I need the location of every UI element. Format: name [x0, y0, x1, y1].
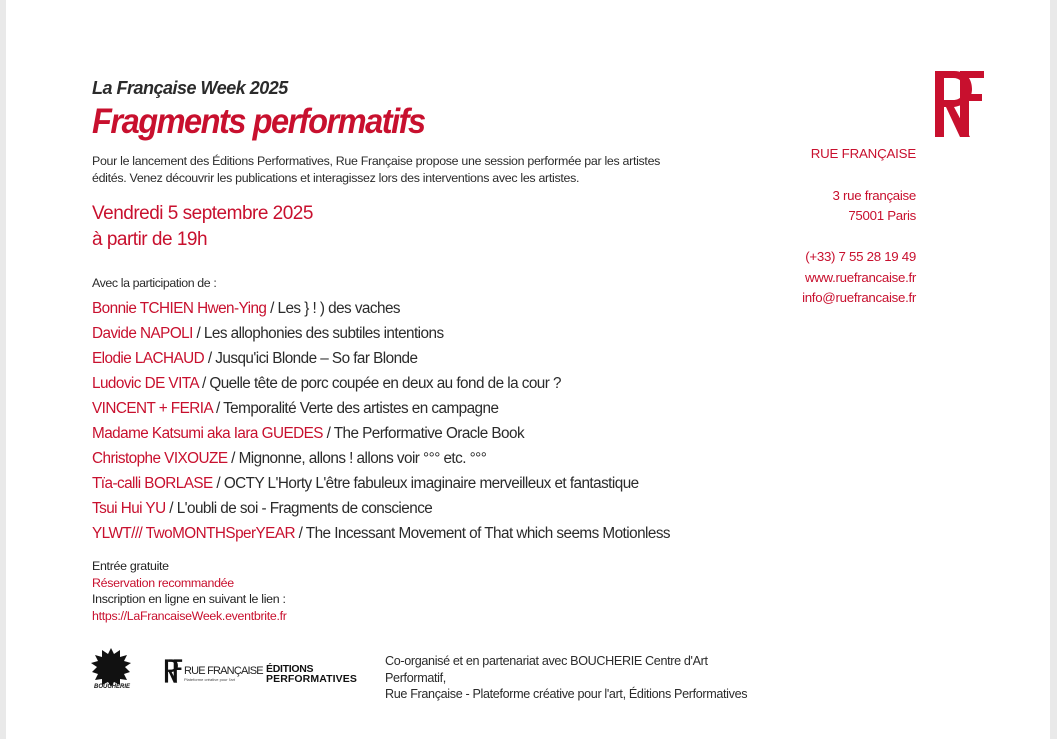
rue-francaise-logo-icon	[930, 67, 986, 141]
list-item	[92, 446, 670, 471]
list-item	[92, 321, 670, 346]
artist-name: YLWT/// TwoMONTHSperYEAR	[92, 525, 295, 542]
artist-name: Davide NAPOLI	[92, 325, 193, 342]
rf-small-label: RUE FRANÇAISE	[184, 665, 263, 677]
website-link[interactable]: www.ruefrancaise.fr	[804, 269, 916, 285]
list-item	[92, 396, 670, 421]
rf-small-logo-icon	[163, 658, 183, 684]
event-date: Vendredi 5 septembre 2025	[92, 203, 313, 224]
venue-name: RUE FRANÇAISE	[810, 146, 916, 161]
list-item	[92, 296, 670, 321]
entry-text: Entrée gratuite	[92, 559, 169, 573]
reservation-text: Réservation recommandée	[92, 575, 234, 590]
artist-name: Tsui Hui YU	[92, 500, 166, 517]
eventbrite-link[interactable]: https://LaFrancaiseWeek.eventbrite.fr	[92, 608, 287, 623]
list-item	[92, 471, 670, 496]
work-title: / Temporalité Verte des artistes en campagne	[212, 400, 499, 417]
invitation-card	[6, 0, 1050, 739]
work-title: / Quelle tête de porc coupée en deux au fond de la cour ?	[198, 375, 561, 392]
venue-contact	[802, 247, 916, 309]
work-title: / The Incessant Movement of That which seems Motionless	[294, 525, 671, 542]
work-title: / The Performative Oracle Book	[322, 425, 525, 442]
phone-number: (+33) 7 55 28 19 49	[805, 249, 916, 264]
list-item	[92, 371, 670, 396]
intro-line-1: Pour le lancement des Éditions Performatives, Rue Française propose une session performée par les artistes	[92, 154, 661, 168]
partners-line-1: Co-organisé et en partenariat avec BOUCHERIE Centre d'Art Performatif,	[385, 654, 708, 685]
work-title: / Jusqu'ici Blonde – So far Blonde	[204, 350, 418, 367]
work-title: / OCTY L'Horty L'être fabuleux imaginaire merveilleux et fantastique	[212, 475, 639, 492]
rf-small-subtitle: Plateforme créative pour l'art	[184, 677, 236, 682]
list-item	[92, 346, 670, 371]
list-item	[92, 496, 670, 521]
intro-line-2: édités. Venez découvrir les publications et interagissez lors des interventions avec les artistes.	[92, 171, 580, 185]
editions-line-2: PERFORMATIVES	[266, 673, 357, 685]
event-series: La Française Week 2025	[92, 78, 288, 98]
boucherie-logo-icon	[90, 647, 132, 699]
work-title: / L'oubli de soi - Fragments de conscience	[165, 500, 433, 517]
work-title: / Les } ! ) des vaches	[266, 300, 401, 317]
boucherie-label: BOUCHERIE	[93, 684, 130, 690]
editions-line-1: ÉDITIONS	[266, 663, 314, 675]
participants-list	[92, 296, 670, 546]
participation-intro: Avec la participation de :	[92, 276, 217, 290]
artist-name: Madame Katsumi aka Iara GUEDES	[92, 425, 323, 442]
event-title: Fragments performatifs	[92, 102, 425, 141]
event-intro	[92, 153, 667, 187]
work-title: / Les allophonies des subtiles intentions	[192, 325, 444, 342]
artist-name: Elodie LACHAUD	[92, 350, 205, 367]
artist-name: Bonnie TCHIEN Hwen-Ying	[92, 300, 267, 317]
list-item	[92, 421, 670, 446]
work-title: / Mignonne, allons ! allons voir °°° etc. °°°	[227, 450, 487, 467]
partners-line-2: Rue Française - Plateforme créative pour l'art, Éditions Performatives	[385, 687, 748, 701]
artist-name: Tïa-calli BORLASE	[92, 475, 213, 492]
practical-info	[92, 558, 287, 624]
editions-performatives-logo	[266, 664, 357, 684]
event-time: à partir de 19h	[92, 229, 208, 250]
address-line-1: 3 rue française	[832, 188, 916, 203]
signup-text: Inscription en ligne en suivant le lien :	[92, 592, 286, 606]
email-link[interactable]: info@ruefrancaise.fr	[802, 290, 916, 305]
venue-address	[833, 186, 916, 226]
artist-name: Christophe VIXOUZE	[92, 450, 228, 467]
partners-text	[385, 653, 765, 703]
list-item	[92, 521, 670, 546]
address-line-2: 75001 Paris	[848, 208, 916, 223]
artist-name: VINCENT + FERIA	[92, 400, 213, 417]
artist-name: Ludovic DE VITA	[92, 375, 199, 392]
